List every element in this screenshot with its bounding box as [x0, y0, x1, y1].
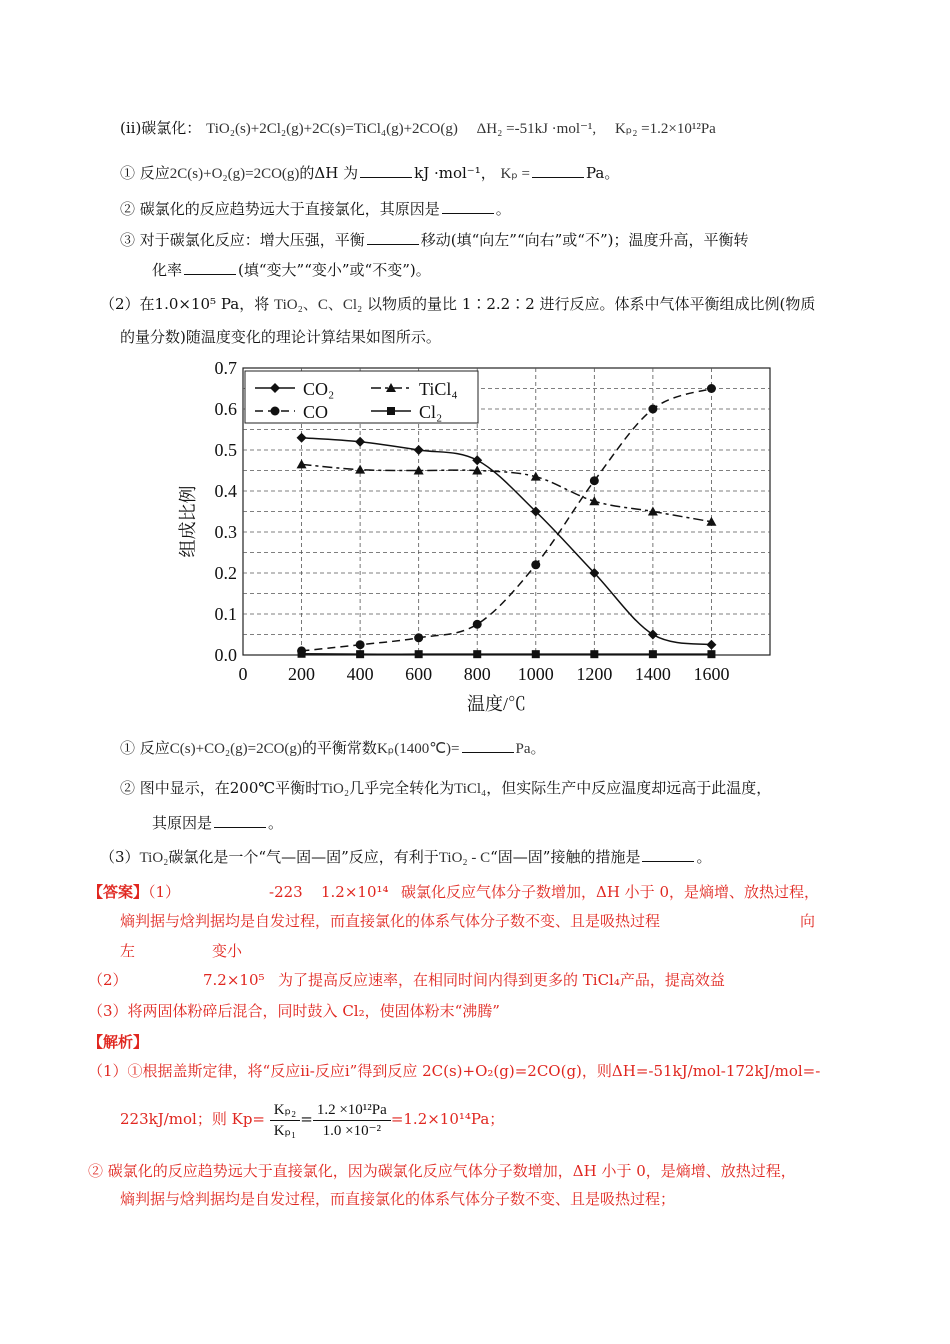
q2-text: 以物质的量比 1∶2.2∶2 进行反应。体系中气体平衡组成比例(物质 — [367, 295, 816, 313]
x-axis-label: 温度/℃ — [466, 694, 527, 714]
answer-title: 【答案】 — [88, 883, 149, 901]
q1-sub2-end: 。 — [495, 200, 511, 218]
q1-ii-line — [120, 117, 716, 140]
x-tick-label: 800 — [463, 664, 491, 684]
answer-value: 变小 — [212, 942, 243, 960]
y-tick-label: 0.3 — [214, 522, 237, 542]
q3-chem: TiO₂ — [139, 850, 169, 866]
fraction-denominator: Kₚ₁ — [273, 1122, 297, 1139]
q1-sub1-equation: 2C(s)+O₂(g)=2CO(g) — [169, 166, 300, 182]
q1-sub3-line2 — [152, 259, 431, 281]
q1-sub3-text: 化率 — [152, 261, 183, 279]
legend-label-co: CO₂ — [303, 379, 335, 399]
analysis-line4 — [120, 1188, 675, 1210]
data-point-ticl — [648, 507, 658, 516]
q2-sub2-chem: TiCl₄ — [454, 781, 487, 797]
y-tick-label: 0.5 — [214, 440, 237, 460]
analysis-text: 223kJ/mol；则 Kp= — [120, 1110, 265, 1128]
q1-sub2-line — [120, 198, 511, 220]
legend-label-cl: Cl₂ — [419, 402, 443, 422]
q2-sub1-mid: 的平衡常数 — [301, 739, 377, 757]
fraction-numerator: Kₚ₂ — [270, 1100, 301, 1121]
q1-sub1-line — [120, 162, 619, 185]
q1-sub1-kp: Kₚ = — [500, 166, 530, 182]
answer-value: 向 — [800, 912, 816, 930]
q2-line1 — [100, 293, 815, 316]
data-point-co — [473, 620, 482, 629]
x-tick-label: 1200 — [576, 664, 613, 684]
data-point-co — [297, 433, 307, 443]
data-point-co — [648, 630, 658, 640]
answer-text: 熵判据与焓判据均是自发过程，而直接氯化的体系气体分子数不变、且是吸热过程 — [120, 912, 661, 930]
analysis-title: 【解析】 — [88, 1033, 149, 1051]
q1-sub3-text: (填“变大”“变小”或“不变”)。 — [238, 261, 431, 279]
answer-value: 碳氯化反应气体分子数增加，ΔH 小于 0，是熵增、放热过程， — [401, 883, 819, 901]
q2-sub2-line1 — [120, 777, 771, 800]
data-point-cl — [532, 650, 540, 658]
x-tick-label: 200 — [288, 664, 316, 684]
data-point-cl — [473, 650, 481, 658]
q1-sub1-mid: 的ΔH 为 — [299, 164, 359, 182]
q1-sub1-prefix: ① 反应 — [120, 164, 170, 182]
q1-ii-label: (ii)碳氯化： — [120, 119, 202, 137]
fraction-numerator: 1.2 ×10¹²Pa — [313, 1100, 391, 1121]
q2-text: 的量分数)随温度变化的理论计算结果如图所示。 — [120, 328, 441, 346]
answer-blank[interactable] — [367, 230, 419, 245]
x-tick-label: 1600 — [693, 664, 730, 684]
q2-sub2-text: 几乎完全转化为 — [349, 779, 455, 797]
answer-blank[interactable] — [214, 813, 266, 828]
legend-label-co: CO — [303, 402, 329, 422]
answer-part-label: （1） — [148, 883, 181, 901]
composition-chart — [170, 350, 780, 722]
data-point-ticl — [355, 465, 365, 474]
answer-blank[interactable] — [360, 163, 412, 178]
q2-text: （2）在1.0×10⁵ Pa，将 — [100, 295, 270, 313]
y-tick-label: 0.4 — [214, 481, 237, 501]
answer-line1 — [88, 881, 819, 903]
data-point-co — [706, 640, 716, 650]
data-point-co — [648, 405, 657, 414]
answer-value: -223 — [269, 883, 303, 901]
legend-marker-cl — [387, 407, 395, 415]
data-point-cl — [415, 650, 423, 658]
answer-value: 7.2×10⁵ — [203, 971, 265, 989]
q1-sub3-text: 移动(填“向左”“向右”或“不”)；温度升高，平衡转 — [420, 231, 749, 249]
answer-blank[interactable] — [642, 847, 694, 862]
legend-marker-co — [271, 407, 280, 416]
x-tick-label: 1400 — [634, 664, 671, 684]
q2-sub2-text: ，但实际生产中反应温度却远高于此温度， — [486, 779, 772, 797]
q1-sub1-end: Pa。 — [585, 164, 620, 182]
q2-sub1-kp: Kₚ(1400℃)= — [376, 741, 460, 757]
q2-sub2-text: 其原因是 — [152, 814, 213, 832]
answer-line4 — [88, 969, 725, 991]
data-point-cl — [707, 650, 715, 658]
x-tick-label: 0 — [238, 664, 248, 684]
q2-line2 — [120, 326, 441, 348]
q1-sub3-line1 — [120, 229, 749, 251]
y-tick-label: 0.6 — [214, 399, 237, 419]
data-point-co — [472, 455, 482, 465]
data-point-co — [414, 445, 424, 455]
q2-reactants: TiO₂、C、Cl₂ — [273, 297, 363, 313]
q2-sub2-line2 — [152, 812, 283, 834]
analysis-line1 — [88, 1060, 820, 1082]
q2-sub1-end: Pa。 — [515, 741, 546, 757]
answer-line3 — [120, 940, 243, 962]
data-point-cl — [649, 650, 657, 658]
analysis-line3 — [88, 1160, 796, 1182]
data-point-co — [707, 384, 716, 393]
x-tick-label: 1000 — [517, 664, 554, 684]
q1-sub1-unit: kJ ·mol⁻¹， — [414, 164, 496, 182]
x-tick-label: 400 — [346, 664, 374, 684]
y-axis-label: 组成比例 — [178, 485, 198, 558]
equals-sign: = — [300, 1110, 313, 1128]
data-point-co — [590, 476, 599, 485]
y-tick-label: 0.2 — [214, 563, 237, 583]
q1-sub3-text: ③ 对于碳氯化反应：增大压强，平衡 — [120, 231, 365, 249]
q1-sub2-text: ② 碳氯化的反应趋势远大于直接氯化，其原因是 — [120, 200, 440, 218]
answer-value: 1.2×10¹⁴ — [321, 883, 389, 901]
x-tick-label: 600 — [405, 664, 433, 684]
answer-blank[interactable] — [532, 163, 584, 178]
y-tick-label: 0.1 — [214, 604, 237, 624]
legend-label-ticl: TiCl₄ — [419, 379, 458, 399]
q3-chem: TiO₂ - C — [438, 850, 491, 866]
data-point-ticl — [297, 459, 307, 468]
answer-blank[interactable] — [184, 260, 236, 275]
analysis-line2 — [120, 1095, 504, 1147]
answer-line5 — [88, 1000, 500, 1022]
q2-sub2-text: ② 图中显示，在200℃平衡时 — [120, 779, 321, 797]
y-tick-label: 0.0 — [214, 645, 237, 665]
q2-sub1-prefix: ① 反应 — [120, 739, 170, 757]
data-point-cl — [298, 650, 306, 658]
value-fraction — [313, 1100, 391, 1141]
q2-sub1-line — [120, 737, 546, 760]
q2-sub2-text: 。 — [268, 814, 284, 832]
data-point-cl — [590, 650, 598, 658]
fraction-denominator: 1.0 ×10⁻² — [322, 1122, 382, 1139]
data-point-co — [531, 560, 540, 569]
answer-value: 左 — [120, 942, 136, 960]
y-tick-label: 0.7 — [214, 358, 237, 378]
q1-ii-dh2: ΔH₂ =-51kJ ·mol⁻¹, — [476, 121, 597, 137]
data-point-co — [356, 640, 365, 649]
q3-line — [100, 846, 712, 869]
q3-text: 。 — [696, 848, 712, 866]
analysis-text: ② 碳氯化的反应趋势远大于直接氯化，因为碳氯化反应气体分子数增加，ΔH 小于 0，是熵增、放热过程， — [88, 1162, 796, 1180]
answer-text: 为了提高反应速率，在相同时间内得到更多的 TiCl₄产品，提高效益 — [278, 971, 725, 989]
q3-text: “固—固”接触的措施是 — [490, 848, 641, 866]
answer-line2 — [120, 910, 816, 932]
q3-text: （3） — [100, 848, 140, 866]
q1-ii-kp2: Kₚ₂ =1.2×10¹²Pa — [614, 121, 716, 137]
answer-blank[interactable] — [462, 738, 514, 753]
answer-blank[interactable] — [442, 199, 494, 214]
analysis-text: （1）①根据盖斯定律，将“反应ⅱ-反应ⅰ”得到反应 2C(s)+O₂(g)=2CO(g)，则ΔH=-51kJ/mol-172kJ/mol=- — [88, 1062, 821, 1080]
series-line-co — [302, 389, 712, 651]
data-point-cl — [356, 650, 364, 658]
data-point-co — [355, 437, 365, 447]
data-point-co — [414, 633, 423, 642]
q3-text: 碳氯化是一个“气—固—固”反应，有利于 — [168, 848, 439, 866]
q2-sub1-equation: C(s)+CO₂(g)=2CO(g) — [169, 741, 302, 757]
analysis-text: =1.2×10¹⁴Pa； — [390, 1110, 505, 1128]
q1-ii-equation: TiO₂(s)+2Cl₂(g)+2C(s)=TiCl₄(g)+2CO(g) — [206, 121, 458, 137]
analysis-text: 熵判据与焓判据均是自发过程，而直接氯化的体系气体分子数不变、且是吸热过程； — [120, 1190, 676, 1208]
answer-part-label: （2） — [88, 971, 128, 989]
q2-sub2-chem: TiO₂ — [320, 781, 350, 797]
answer-text: （3）将两固体粉碎后混合，同时鼓入 Cl₂，使固体粉末“沸腾” — [88, 1002, 500, 1020]
kp-fraction — [270, 1100, 301, 1141]
